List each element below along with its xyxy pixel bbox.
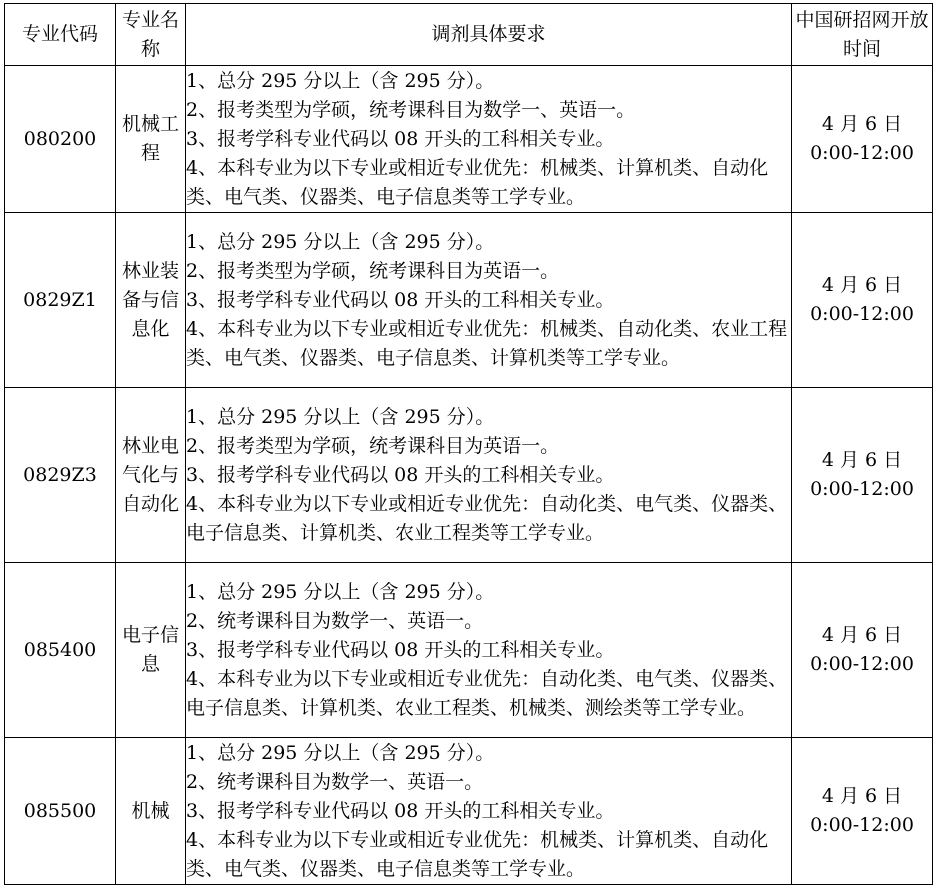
requirement-line: 2、报考类型为学硕，统考课科目为数学一、英语一。 <box>186 98 636 121</box>
requirement-line: 4、本科专业为以下专业或相近专业优先：自动化类、电气类、仪器类、电子信息类、计算机类、农业工程类、机械类、测绘类等工学专业。 <box>186 667 788 719</box>
requirement-line: 4、本科专业为以下专业或相近专业优先：机械类、计算机类、自动化类、电气类、仪器类、电子信息类等工学专业。 <box>186 828 769 880</box>
major-code: 085500 <box>5 738 116 885</box>
table-header-row <box>5 4 933 66</box>
open-time-cell <box>792 66 933 213</box>
major-name: 林业电气化与自动化 <box>116 388 186 563</box>
requirement-line: 3、报考学科专业代码以 08 开头的工科相关专业。 <box>186 799 615 822</box>
major-name: 机械工程 <box>116 66 186 213</box>
table-row <box>5 213 933 388</box>
requirement-line: 1、总分 295 分以上（含 295 分）。 <box>186 69 495 92</box>
requirement-line: 3、报考学科专业代码以 08 开头的工科相关专业。 <box>186 127 615 150</box>
open-hours: 0:00-12:00 <box>810 478 914 500</box>
major-name: 林业装备与信息化 <box>116 213 186 388</box>
requirement-line: 4、本科专业为以下专业或相近专业优先：机械类、自动化类、农业工程类、电气类、仪器类、电子信息类、计算机类等工学专业。 <box>186 317 788 369</box>
requirement-line: 3、报考学科专业代码以 08 开头的工科相关专业。 <box>186 288 615 311</box>
header-open-time: 中国研招网开放时间 <box>792 4 933 66</box>
open-time-cell <box>792 563 933 738</box>
open-time-cell <box>792 213 933 388</box>
requirements-cell <box>186 213 792 388</box>
requirement-line: 1、总分 295 分以上（含 295 分）。 <box>186 405 495 428</box>
requirement-line: 4、本科专业为以下专业或相近专业优先：机械类、计算机类、自动化类、电气类、仪器类、电子信息类等工学专业。 <box>186 156 769 208</box>
requirement-line: 4、本科专业为以下专业或相近专业优先：自动化类、电气类、仪器类、电子信息类、计算机类、农业工程类等工学专业。 <box>186 492 788 544</box>
open-hours: 0:00-12:00 <box>810 814 914 836</box>
table-row <box>5 738 933 885</box>
open-date: 4 月 6 日 <box>821 785 903 807</box>
open-time-cell <box>792 738 933 885</box>
requirement-line: 2、报考类型为学硕，统考课科目为英语一。 <box>186 259 560 282</box>
requirement-line: 1、总分 295 分以上（含 295 分）。 <box>186 230 495 253</box>
open-hours: 0:00-12:00 <box>810 653 914 675</box>
requirement-line: 2、报考类型为学硕，统考课科目为英语一。 <box>186 434 560 457</box>
open-hours: 0:00-12:00 <box>810 142 914 164</box>
major-code: 085400 <box>5 563 116 738</box>
table-row <box>5 66 933 213</box>
open-hours: 0:00-12:00 <box>810 303 914 325</box>
requirement-line: 1、总分 295 分以上（含 295 分）。 <box>186 580 495 603</box>
table-row <box>5 563 933 738</box>
major-name: 机械 <box>116 738 186 885</box>
requirement-line: 3、报考学科专业代码以 08 开头的工科相关专业。 <box>186 638 615 661</box>
major-code: 0829Z1 <box>5 213 116 388</box>
major-code: 0829Z3 <box>5 388 116 563</box>
header-code: 专业代码 <box>5 4 116 66</box>
requirements-cell <box>186 738 792 885</box>
open-date: 4 月 6 日 <box>821 113 903 135</box>
requirement-line: 3、报考学科专业代码以 08 开头的工科相关专业。 <box>186 463 615 486</box>
header-requirements: 调剂具体要求 <box>186 4 792 66</box>
table-row <box>5 388 933 563</box>
open-date: 4 月 6 日 <box>821 449 903 471</box>
requirement-line: 1、总分 295 分以上（含 295 分）。 <box>186 741 495 764</box>
requirements-cell <box>186 66 792 213</box>
header-name: 专业名称 <box>116 4 186 66</box>
major-code: 080200 <box>5 66 116 213</box>
requirement-line: 2、统考课科目为数学一、英语一。 <box>186 770 484 793</box>
requirements-cell <box>186 388 792 563</box>
requirements-cell <box>186 563 792 738</box>
open-date: 4 月 6 日 <box>821 274 903 296</box>
requirement-line: 2、统考课科目为数学一、英语一。 <box>186 609 484 632</box>
adjustment-requirements-table <box>4 3 933 885</box>
open-time-cell <box>792 388 933 563</box>
open-date: 4 月 6 日 <box>821 624 903 646</box>
major-name: 电子信息 <box>116 563 186 738</box>
